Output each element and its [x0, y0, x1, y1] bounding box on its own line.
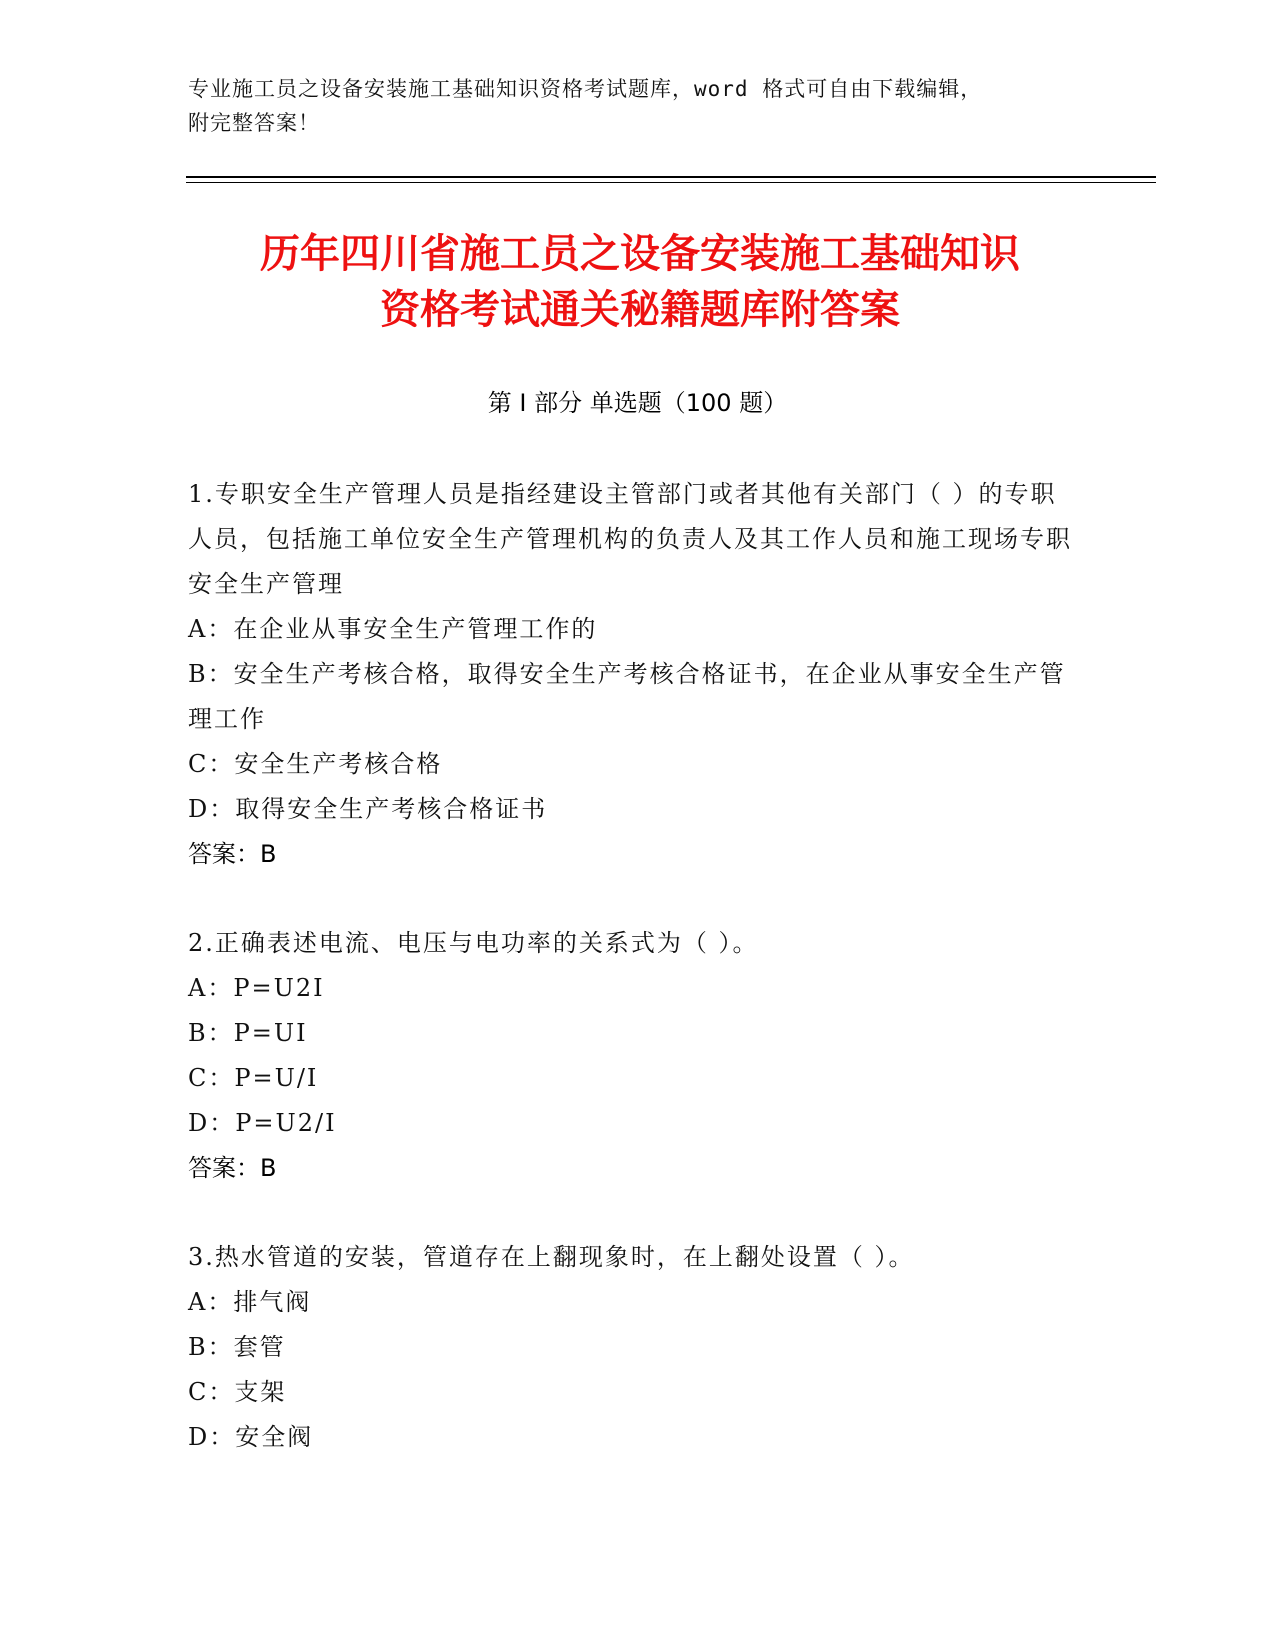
section-heading: 第 I 部分 单选题（100 题）	[487, 389, 788, 417]
option-d: D：P=U2/I	[188, 1109, 337, 1137]
header-note-line-2: 附完整答案！	[188, 111, 320, 135]
document-title	[140, 226, 1140, 338]
header-note-line-1: 专业施工员之设备安装施工基础知识资格考试题库，word 格式可自由下载编辑，	[188, 77, 983, 101]
answer: 答案：B	[188, 1154, 277, 1182]
question-stem: 3.热水管道的安装，管道存在上翻现象时，在上翻处设置（ ）。	[188, 1243, 915, 1271]
document-title-line-2: 资格考试通关秘籍题库附答案	[380, 287, 900, 333]
option-b: B：套管	[188, 1333, 286, 1361]
question-stem: 1.专职安全生产管理人员是指经建设主管部门或者其他有关部门（ ）的专职人员，包括施工单位安全生产管理机构的负责人及其工作人员和施工现场专职安全生产管理	[188, 480, 1072, 598]
option-a: A：排气阀	[188, 1288, 312, 1316]
option-a: A：P=U2I	[188, 974, 325, 1002]
question-stem: 2.正确表述电流、电压与电功率的关系式为（ ）。	[188, 929, 759, 957]
header-note	[188, 72, 1088, 140]
option-b: B：P=UI	[188, 1019, 308, 1047]
option-c: C：支架	[188, 1378, 287, 1406]
question-1	[188, 472, 1078, 877]
option-d: D：安全阀	[188, 1423, 314, 1451]
option-a: A：在企业从事安全生产管理工作的	[188, 615, 598, 643]
question-3	[188, 1235, 1078, 1460]
question-2	[188, 921, 1078, 1191]
header-divider-thick	[186, 176, 1156, 178]
answer: 答案：B	[188, 840, 277, 868]
header-divider-thin	[186, 182, 1156, 183]
option-c: C：安全生产考核合格	[188, 750, 443, 778]
document-title-line-1: 历年四川省施工员之设备安装施工基础知识	[260, 231, 1020, 277]
option-c: C：P=U/I	[188, 1064, 319, 1092]
option-d: D：取得安全生产考核合格证书	[188, 795, 548, 823]
question-list	[188, 472, 1078, 1504]
option-b: B：安全生产考核合格，取得安全生产考核合格证书，在企业从事安全生产管理工作	[188, 660, 1066, 733]
